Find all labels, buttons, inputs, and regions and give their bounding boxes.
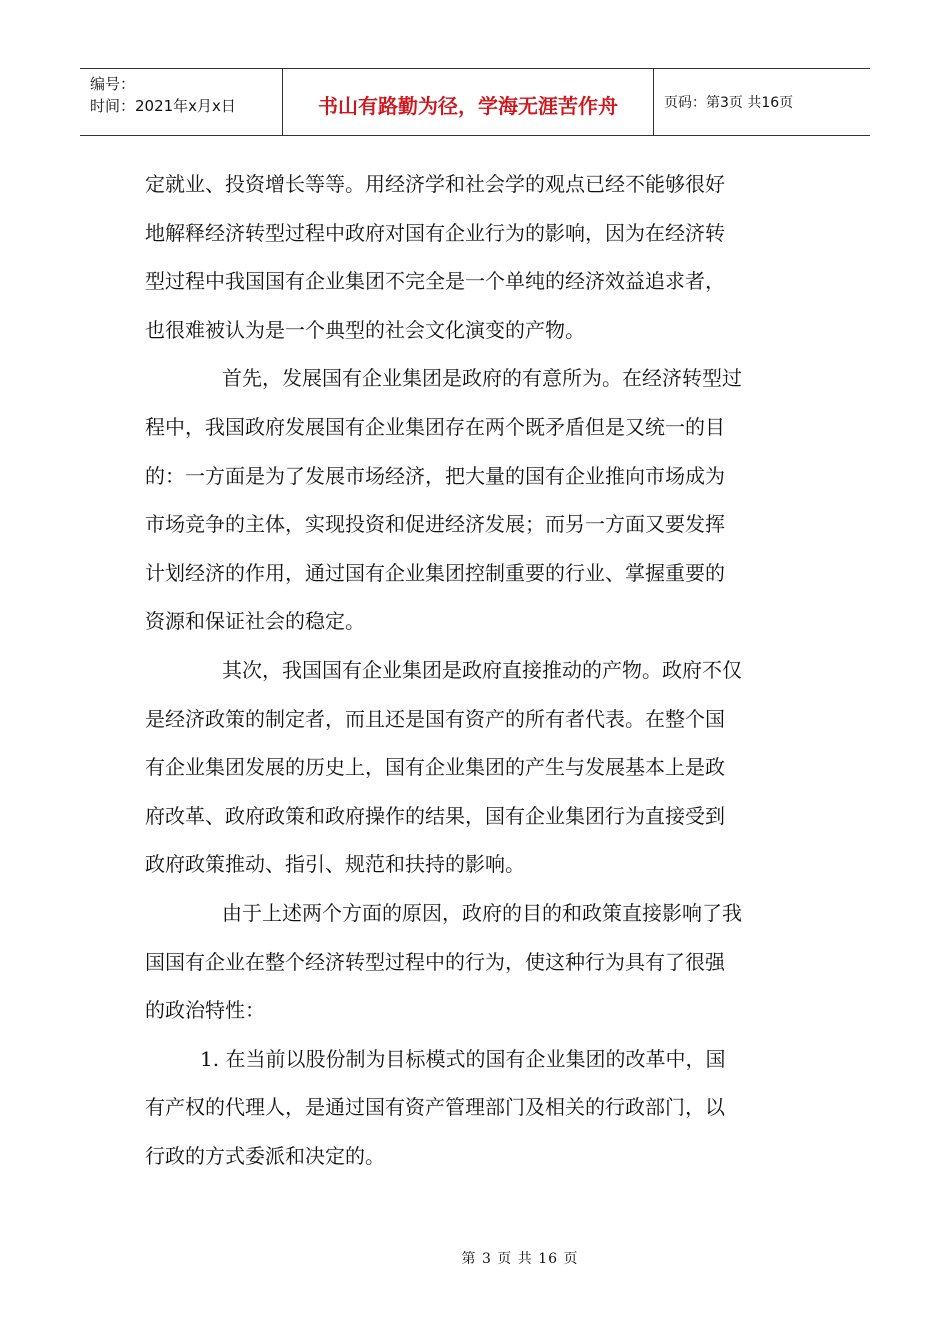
body-line: 型过程中我国国有企业集团不完全是一个单纯的经济效益追求者， [145,269,725,294]
document-body [145,160,805,1180]
motto-text: 书山有路勤为径，学海无涯苦作舟 [318,93,618,118]
body-line: 定就业、投资增长等等。用经济学和社会学的观点已经不能够很好 [145,172,725,196]
body-line: 资源和保证社会的稳定。 [145,609,365,634]
body-line: 1. 在当前以股份制为目标模式的国有企业集团的改革中，国 [200,1046,726,1071]
number-label: 编号： [90,75,136,93]
body-line: 有产权的代理人，是通过国有资产管理部门及相关的行政部门，以 [145,1095,725,1120]
page-header [80,68,870,136]
body-line: 首先，发展国有企业集团是政府的有意所为。在经济转型过 [222,366,742,391]
header-motto [283,69,654,135]
body-line: 的：一方面是为了发展市场经济，把大量的国有企业推向市场成为 [145,463,725,488]
body-line: 的政治特性： [145,998,265,1023]
body-line: 国国有企业在整个经济转型过程中的行为，使这种行为具有了很强 [145,949,725,974]
header-meta [80,69,283,135]
body-line: 政府政策推动、指引、规范和扶持的影响。 [145,852,525,877]
body-line: 由于上述两个方面的原因，政府的目的和政策直接影响了我 [222,900,742,925]
body-line: 是经济政策的制定者，而且还是国有资产的所有者代表。在整个国 [145,706,725,731]
body-line: 行政的方式委派和决定的。 [145,1143,385,1168]
body-line: 其次，我国国有企业集团是政府直接推动的产物。政府不仅 [222,657,742,682]
body-line: 市场竞争的主体，实现投资和促进经济发展；而另一方面又要发挥 [145,512,725,537]
time-label: 时间：2021年x月x日 [90,97,236,115]
body-line: 计划经济的作用，通过国有企业集团控制重要的行业、掌握重要的 [145,560,725,585]
page-footer [0,1248,950,1268]
body-line: 程中，我国政府发展国有企业集团存在两个既矛盾但是又统一的目 [145,414,725,439]
body-line: 地解释经济转型过程中政府对国有企业行为的影响，因为在经济转 [145,220,725,245]
body-line: 也很难被认为是一个典型的社会文化演变的产物。 [145,317,585,342]
footer-page-number: 第 3 页 共 16 页 [461,1251,579,1267]
page-info-text: 页码：第3页 共16页 [664,95,794,111]
body-line: 有企业集团发展的历史上，国有企业集团的产生与发展基本上是政 [145,755,725,780]
header-page-info [654,69,870,135]
body-line: 府改革、政府政策和政府操作的结果，国有企业集团行为直接受到 [145,803,725,828]
